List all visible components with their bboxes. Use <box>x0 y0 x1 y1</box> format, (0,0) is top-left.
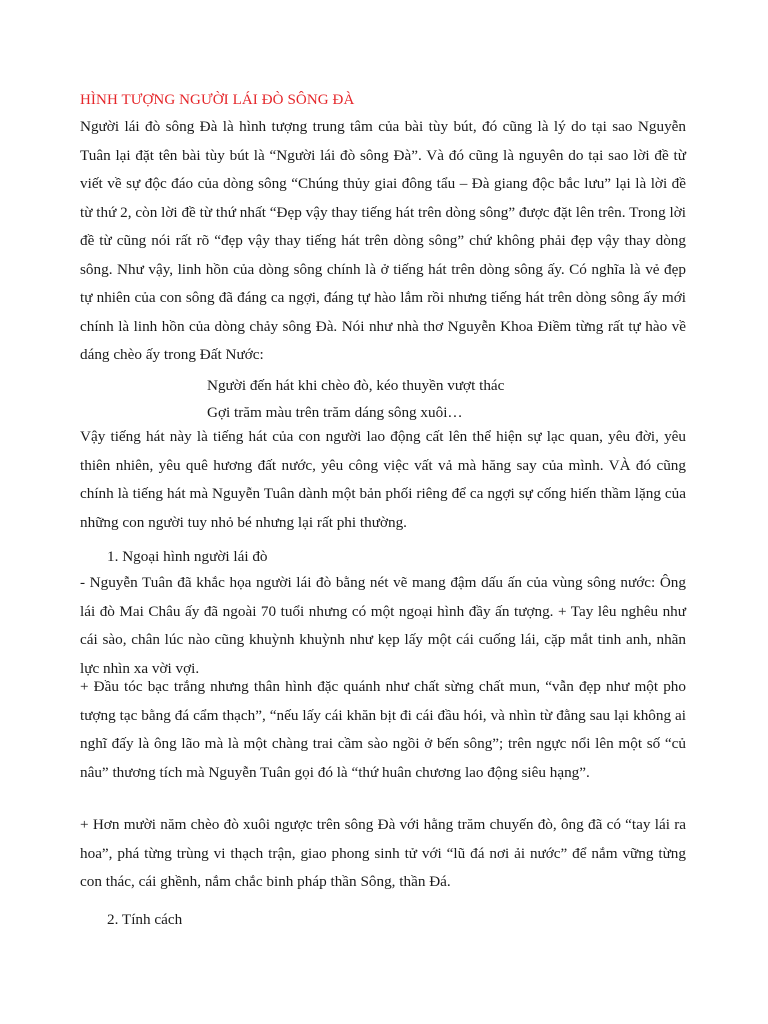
document-title: HÌNH TƯỢNG NGƯỜI LÁI ĐÒ SÔNG ĐÀ <box>80 92 355 108</box>
appearance-text-1: - Nguyễn Tuân đã khắc họa người lái đò bằng nét vẽ mang đậm dấu ấn của vùng sông nước: Ông lái đò Mai Châu ấy đã ngoài 70 tuổi nhưng có một ngoại hình đầy ấn tượng. + Tay lêu nghêu như cái sào, chân lúc nào cũng khuỳnh khuỳnh như kẹp lấy một cái cuống lái, cặp mắt tinh anh, nhãn lực nhìn xa vời vợi. <box>80 574 686 677</box>
after-poem-text: Vậy tiếng hát này là tiếng hát của con người lao động cất lên thể hiện sự lạc quan, yêu đời, yêu thiên nhiên, yêu quê hương đất nước, yêu công việc vất vả mà hăng say của mình. VÀ đó cũng chính là tiếng hát mà Nguyễn Tuân dành một bản phối riêng để ca ngợi sự cống hiến thầm lặng của những con người tuy nhỏ bé nhưng lại rất phi thường. <box>80 428 686 531</box>
appearance-text-2: + Đầu tóc bạc trắng nhưng thân hình đặc quánh như chất sừng chất mun, “vẫn đẹp như một pho tượng tạc bằng đá cẩm thạch”, “nếu lấy cái khăn bịt đi cái đầu hói, và nhìn từ đằng sau lại không ai nghĩ đấy là ông lão mà là một chàng trai cầm sào ngồi ở bến sông”; trên ngực nổi lên một số “củ nâu” thương tích mà Nguyễn Tuân gọi đó là “thứ huân chương lao động siêu hạng”. <box>80 678 686 781</box>
poem-line: Người đến hát khi chèo đò, kéo thuyền vượt thác <box>207 377 505 394</box>
appearance-paragraph-2 <box>80 673 686 787</box>
section-heading-personality: 2. Tính cách <box>107 911 183 928</box>
appearance-text-3: + Hơn mười năm chèo đò xuôi ngược trên sông Đà với hằng trăm chuyến đò, ông đã có “tay lái ra hoa”, phá từng trùng vi thạch trận, giao phong sinh tử với “lũ đá nơi ải nước” để nắm vững từng con thác, cái ghềnh, nắm chắc binh pháp thần Sông, thần Đá. <box>80 816 686 890</box>
poem-quote <box>207 372 504 426</box>
intro-text: Người lái đò sông Đà là hình tượng trung tâm của bài tùy bút, đó cũng là lý do tại sao Nguyễn Tuân lại đặt tên bài tùy bút là “Người lái đò sông Đà”. Và đó cũng là nguyên do tại sao lời đề từ viết về sự độc đáo của dòng sông “Chúng thủy giai đông tẩu – Đà giang độc bắc lưu” lại là lời đề từ thứ 2, còn lời đề từ thứ nhất “Đẹp vậy thay tiếng hát trên dòng sông” được đặt lên trên. Trong lời đề từ cũng nói rất rõ “đẹp vậy thay tiếng hát trên dòng sông” chứ không phải đẹp vậy thay dòng sông. Như vậy, linh hồn của dòng sông chính là ở tiếng hát trên dòng sông ấy. Có nghĩa là vẻ đẹp tự nhiên của con sông đã đáng ca ngợi, đáng tự hào lắm rồi nhưng tiếng hát trên dòng sông ấy mới chính là linh hồn của dòng chảy sông Đà. Nói như nhà thơ Nguyễn Khoa Điềm từng rất tự hào về dáng chèo ấy trong Đất Nước: <box>80 118 686 363</box>
appearance-paragraph-1 <box>80 569 686 683</box>
section-heading-appearance: 1. Ngoại hình người lái đò <box>107 548 268 565</box>
appearance-paragraph-3 <box>80 811 686 897</box>
after-poem-paragraph <box>80 423 686 537</box>
intro-paragraph <box>80 113 686 370</box>
poem-line: Gợi trăm màu trên trăm dáng sông xuôi… <box>207 404 463 421</box>
